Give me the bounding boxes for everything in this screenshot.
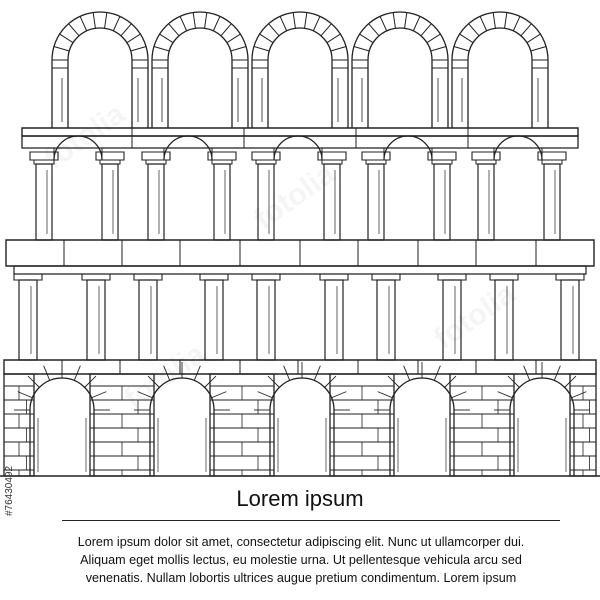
top-voussoir-joint: [480, 16, 487, 31]
lower-column-shaft: [19, 280, 37, 360]
middle-capital: [362, 152, 390, 160]
top-voussoir-joint: [127, 34, 140, 43]
top-voussoir-joint: [327, 34, 340, 43]
top-voussoir-joint: [205, 12, 207, 28]
base-arch-opening: [30, 378, 94, 476]
top-voussoir-joint: [321, 24, 331, 36]
lower-capital: [372, 274, 400, 280]
top-voussoir-joint: [54, 46, 69, 51]
top-voussoir-joint: [269, 24, 279, 36]
middle-entablature-lower: [14, 266, 586, 274]
top-voussoir-joint: [469, 24, 479, 36]
top-arch-outer: [352, 12, 448, 128]
base-arch-opening: [150, 378, 214, 476]
top-impost-block: [232, 60, 248, 68]
lower-capital: [134, 274, 162, 280]
top-voussoir-joint: [93, 12, 95, 28]
middle-capital: [142, 152, 170, 160]
lower-column-shaft: [87, 280, 105, 360]
middle-capital: [472, 152, 500, 160]
lower-capital: [320, 274, 348, 280]
top-voussoir-joint: [454, 46, 469, 51]
top-voussoir-joint: [521, 24, 531, 36]
top-voussoir-joint: [193, 12, 195, 28]
top-impost-block: [252, 60, 268, 68]
top-voussoir-joint: [293, 12, 295, 28]
base-voussoir-joint: [314, 366, 320, 381]
middle-capital: [96, 152, 124, 160]
page-title: Lorem ipsum: [236, 486, 364, 511]
base-arch-opening: [270, 378, 334, 476]
middle-column-shaft: [478, 164, 494, 240]
base-cornice: [4, 360, 596, 374]
top-voussoir-joint: [160, 34, 173, 43]
body-line: Aliquam eget mollis lectus, eu molestie urna. Ut pellentesque vehicula arcu sed: [80, 553, 522, 567]
lower-column-shaft: [257, 280, 275, 360]
top-voussoir-joint: [305, 12, 307, 28]
top-impost-block: [432, 60, 448, 68]
base-voussoir-joint: [524, 366, 530, 381]
top-voussoir-joint: [380, 16, 387, 31]
top-impost-block: [452, 60, 468, 68]
top-arch-outer: [452, 12, 548, 128]
middle-column-shaft: [36, 164, 52, 240]
top-impost-block: [152, 60, 168, 68]
base-voussoir-joint: [258, 392, 273, 398]
lower-capital: [200, 274, 228, 280]
base-voussoir-joint: [18, 392, 33, 398]
top-voussoir-joint: [431, 46, 446, 51]
top-arch-inner: [68, 28, 132, 128]
top-arch-outer: [52, 12, 148, 128]
top-arch-inner: [468, 28, 532, 128]
top-voussoir-joint: [354, 46, 369, 51]
middle-column-shaft: [544, 164, 560, 240]
middle-capital: [252, 152, 280, 160]
middle-column-shaft: [434, 164, 450, 240]
top-voussoir-joint: [260, 34, 273, 43]
stock-id-label: #76430492: [4, 465, 15, 517]
top-frieze: [22, 136, 578, 148]
lower-column-shaft: [443, 280, 461, 360]
top-impost-block: [352, 60, 368, 68]
middle-column-shaft: [148, 164, 164, 240]
top-voussoir-joint: [254, 46, 269, 51]
top-voussoir-joint: [231, 46, 246, 51]
body-line: Lorem ipsum dolor sit amet, consectetur adipiscing elit. Nunc ut ullamcorper dui.: [77, 535, 525, 549]
top-voussoir-joint: [413, 16, 420, 31]
top-impost-block: [532, 60, 548, 68]
middle-column-shaft: [368, 164, 384, 240]
top-impost-block: [332, 60, 348, 68]
top-arch-outer: [252, 12, 348, 128]
top-cornice: [22, 128, 578, 136]
body-paragraph: [18, 533, 584, 587]
top-voussoir-joint: [227, 34, 240, 43]
base-voussoir-joint: [194, 366, 200, 381]
base-arch-opening: [510, 378, 574, 476]
top-voussoir-joint: [369, 24, 379, 36]
top-voussoir-joint: [493, 12, 495, 28]
base-voussoir-joint: [434, 366, 440, 381]
base-voussoir-joint: [498, 392, 513, 398]
top-voussoir-joint: [427, 34, 440, 43]
base-arch-opening: [390, 378, 454, 476]
top-voussoir-joint: [280, 16, 287, 31]
middle-column-shaft: [102, 164, 118, 240]
top-voussoir-joint: [105, 12, 107, 28]
lower-capital: [556, 274, 584, 280]
top-voussoir-joint: [531, 46, 546, 51]
base-voussoir-joint: [164, 366, 170, 381]
base-voussoir-joint: [284, 366, 290, 381]
top-voussoir-joint: [213, 16, 220, 31]
body-line: venenatis. Nullam lobortis ultrices augue pretium condimentum. Lorem ipsum: [85, 571, 517, 585]
middle-column-shaft: [214, 164, 230, 240]
top-arch-inner: [168, 28, 232, 128]
top-voussoir-joint: [154, 46, 169, 51]
lower-column-shaft: [377, 280, 395, 360]
top-voussoir-joint: [80, 16, 87, 31]
top-voussoir-joint: [421, 24, 431, 36]
top-voussoir-joint: [405, 12, 407, 28]
top-voussoir-joint: [331, 46, 346, 51]
base-voussoir-joint: [572, 392, 587, 398]
top-voussoir-joint: [221, 24, 231, 36]
lower-capital: [14, 274, 42, 280]
top-voussoir-joint: [131, 46, 146, 51]
lower-column-shaft: [139, 280, 157, 360]
base-voussoir-joint: [44, 366, 50, 381]
top-arch-inner: [368, 28, 432, 128]
top-voussoir-joint: [505, 12, 507, 28]
lower-capital: [438, 274, 466, 280]
base-voussoir-joint: [554, 366, 560, 381]
lower-column-shaft: [325, 280, 343, 360]
lower-column-shaft: [495, 280, 513, 360]
lower-column-shaft: [561, 280, 579, 360]
top-voussoir-joint: [460, 34, 473, 43]
top-impost-block: [52, 60, 68, 68]
top-voussoir-joint: [513, 16, 520, 31]
lower-capital: [490, 274, 518, 280]
top-arch-inner: [268, 28, 332, 128]
top-voussoir-joint: [527, 34, 540, 43]
base-voussoir-joint: [404, 366, 410, 381]
lower-capital: [252, 274, 280, 280]
lower-capital: [82, 274, 110, 280]
lower-column-shaft: [205, 280, 223, 360]
base-voussoir-joint: [332, 392, 347, 398]
base-voussoir-joint: [452, 392, 467, 398]
base-voussoir-joint: [378, 392, 393, 398]
base-voussoir-joint: [74, 366, 80, 381]
top-voussoir-joint: [60, 34, 73, 43]
top-voussoir-joint: [69, 24, 79, 36]
top-voussoir-joint: [169, 24, 179, 36]
top-voussoir-joint: [393, 12, 395, 28]
middle-column-shaft: [324, 164, 340, 240]
top-voussoir-joint: [360, 34, 373, 43]
top-impost-block: [132, 60, 148, 68]
base-voussoir-joint: [212, 392, 227, 398]
middle-column-shaft: [258, 164, 274, 240]
top-voussoir-joint: [113, 16, 120, 31]
top-voussoir-joint: [180, 16, 187, 31]
top-voussoir-joint: [121, 24, 131, 36]
base-voussoir-joint: [92, 392, 107, 398]
divider-line: [62, 520, 560, 521]
top-arch-outer: [152, 12, 248, 128]
base-voussoir-joint: [138, 392, 153, 398]
top-voussoir-joint: [313, 16, 320, 31]
